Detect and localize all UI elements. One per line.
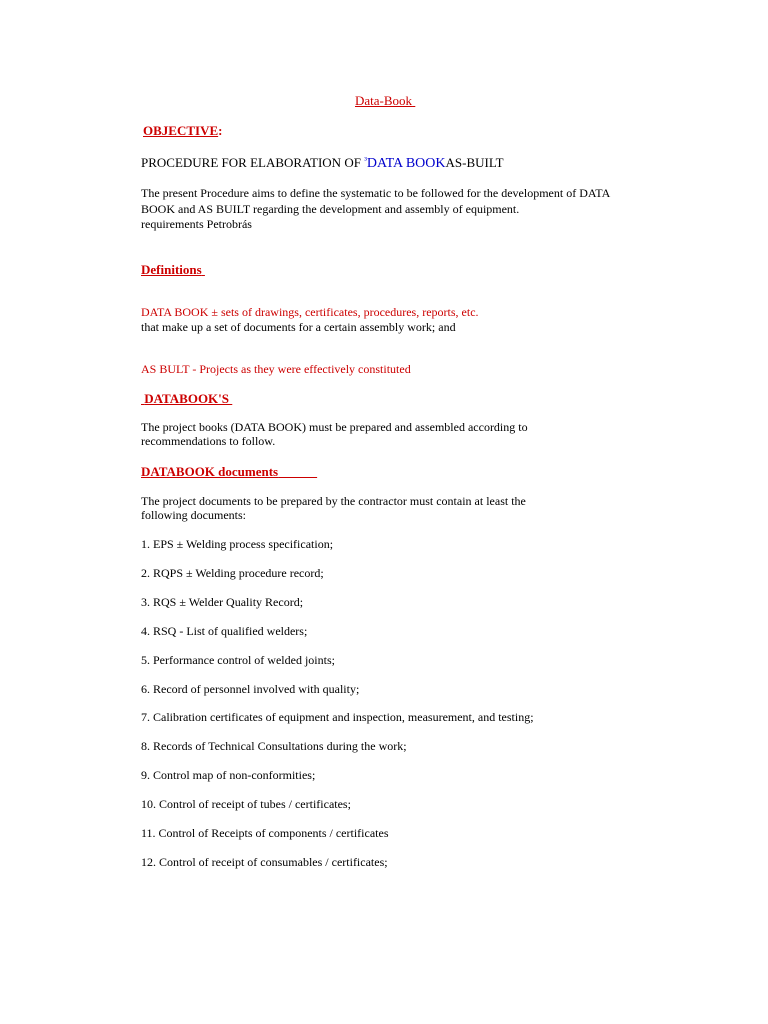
intro-line-3: requirements Petrobrás	[141, 217, 252, 231]
documents-line-1: The project documents to be prepared by the contractor must contain at least the	[141, 494, 526, 508]
procedure-suffix: AS-BUILT	[445, 155, 504, 170]
list-item: 10. Control of receipt of tubes / certificates;	[141, 797, 351, 811]
list-item: 1. EPS ± Welding process specification;	[141, 537, 334, 551]
documents-line-2: following documents:	[141, 508, 246, 522]
procedure-highlight: DATA BOOK	[366, 156, 446, 171]
list-item: 9. Control map of non-conformities;	[141, 768, 316, 782]
definitions-heading-text: Definitions	[141, 262, 202, 277]
list-item: 6. Record of personnel involved with quality;	[141, 682, 360, 696]
list-item: 4. RSQ - List of qualified welders;	[141, 624, 308, 638]
document-title-text: Data-Book	[355, 93, 413, 108]
databook-definition: DATA BOOK ± sets of drawings, certificates, procedures, reports, etc.	[141, 305, 479, 319]
procedure-title	[141, 155, 504, 173]
objective-heading	[143, 123, 222, 139]
databooks-line-2: recommendations to follow.	[141, 434, 276, 448]
documents-heading	[141, 464, 317, 480]
intro-line-1: The present Procedure aims to define the systematic to be followed for the development of DATA	[141, 186, 611, 200]
documents-heading-text: DATABOOK documents	[141, 464, 279, 479]
databook-definition-continued: that make up a set of documents for a certain assembly work; and	[141, 320, 456, 334]
list-item: 3. RQS ± Welder Quality Record;	[141, 595, 304, 609]
document-title	[355, 93, 415, 109]
list-item: 11. Control of Receipts of components / certificates	[141, 826, 389, 840]
procedure-prefix: PROCEDURE FOR ELABORATION OF	[141, 155, 365, 170]
intro-line-2: BOOK and AS BUILT regarding the development and assembly of equipment.	[141, 202, 520, 216]
databooks-line-1: The project books (DATA BOOK) must be prepared and assembled according to	[141, 420, 528, 434]
databooks-heading-text: DATABOOK'S	[144, 391, 230, 406]
list-item: 5. Performance control of welded joints;	[141, 653, 335, 667]
list-item: 8. Records of Technical Consultations during the work;	[141, 739, 407, 753]
asbuilt-definition: AS BULT - Projects as they were effectively constituted	[141, 362, 411, 376]
databooks-heading	[141, 391, 232, 407]
objective-colon: :	[218, 123, 223, 138]
list-item: 2. RQPS ± Welding procedure record;	[141, 566, 324, 580]
list-item: 12. Control of receipt of consumables / certificates;	[141, 855, 388, 869]
procedure-quote-mark: ³	[364, 155, 367, 165]
list-item: 7. Calibration certificates of equipment and inspection, measurement, and testing;	[141, 710, 534, 724]
definitions-heading	[141, 262, 205, 278]
objective-label: OBJECTIVE	[143, 123, 219, 138]
